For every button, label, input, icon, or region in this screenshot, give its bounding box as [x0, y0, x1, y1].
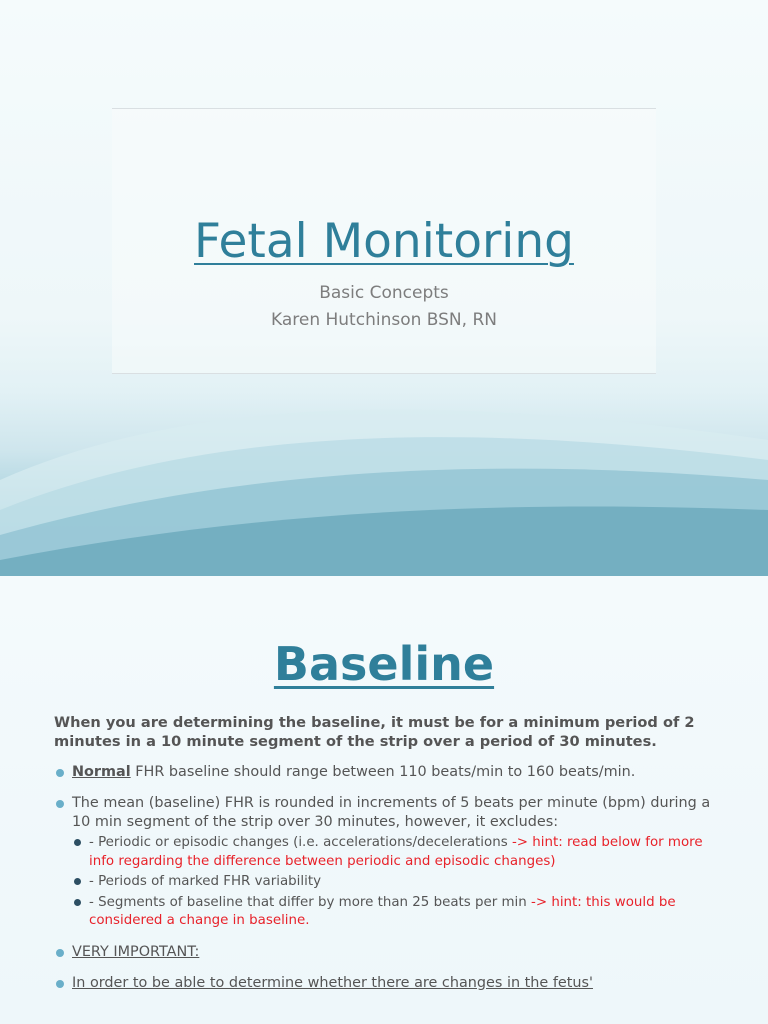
sub-bullet-dot	[74, 839, 81, 846]
changes-text: In order to be able to determine whether there are changes in the fetus'	[72, 974, 593, 991]
sub-bullet-variability	[54, 873, 724, 892]
bullet-dot	[56, 980, 64, 988]
slide-title: Fetal Monitoring	[194, 214, 574, 269]
normal-text: FHR baseline should range between 110 beats/min to 160 beats/min.	[130, 764, 636, 780]
slide-subtitle: Basic Concepts	[319, 283, 449, 303]
sub-bullet-segments	[54, 894, 724, 931]
baseline-heading: Baseline	[273, 637, 495, 691]
bullet-normal	[54, 763, 724, 782]
bullet-mean	[54, 794, 724, 832]
variability-text: - Periods of marked FHR variability	[89, 874, 321, 889]
bottom-divider	[112, 373, 656, 374]
bullet-dot	[56, 800, 64, 808]
sub-bullet-dot	[74, 899, 81, 906]
slide-author: Karen Hutchinson BSN, RN	[270, 310, 497, 330]
periodic-hint: -> hint: read below for more info regarding the difference between periodic and episodic changes)	[89, 835, 703, 869]
bullet-changes	[54, 974, 724, 993]
periodic-text: - Periodic or episodic changes (i.e. accelerations/decelerations	[89, 835, 512, 850]
intro-text: When you are determining the baseline, it must be for a minimum period of 2 minutes in a 10 minute segment of the strip over a period of 30 minutes.	[54, 714, 695, 750]
normal-label: Normal	[72, 764, 131, 780]
bullet-dot	[56, 949, 64, 957]
baseline-content	[54, 713, 724, 1005]
sub-bullet-dot	[74, 878, 81, 885]
segments-text: - Segments of baseline that differ by more than 25 beats per min	[89, 894, 532, 910]
bullet-dot	[56, 769, 64, 777]
sub-bullet-periodic	[54, 834, 724, 871]
wave-background	[0, 360, 768, 576]
top-divider	[112, 108, 656, 109]
very-important-text: VERY IMPORTANT:	[72, 943, 200, 960]
segments-hint: -> hint: this would be considered a change in baseline.	[89, 894, 676, 928]
bullet-very-important	[54, 943, 724, 962]
mean-text: The mean (baseline) FHR is rounded in increments of 5 beats per minute (bpm) during a 10 min segment of the strip over 30 minutes, however, it excludes:	[72, 795, 711, 830]
excludes-list	[54, 834, 724, 931]
